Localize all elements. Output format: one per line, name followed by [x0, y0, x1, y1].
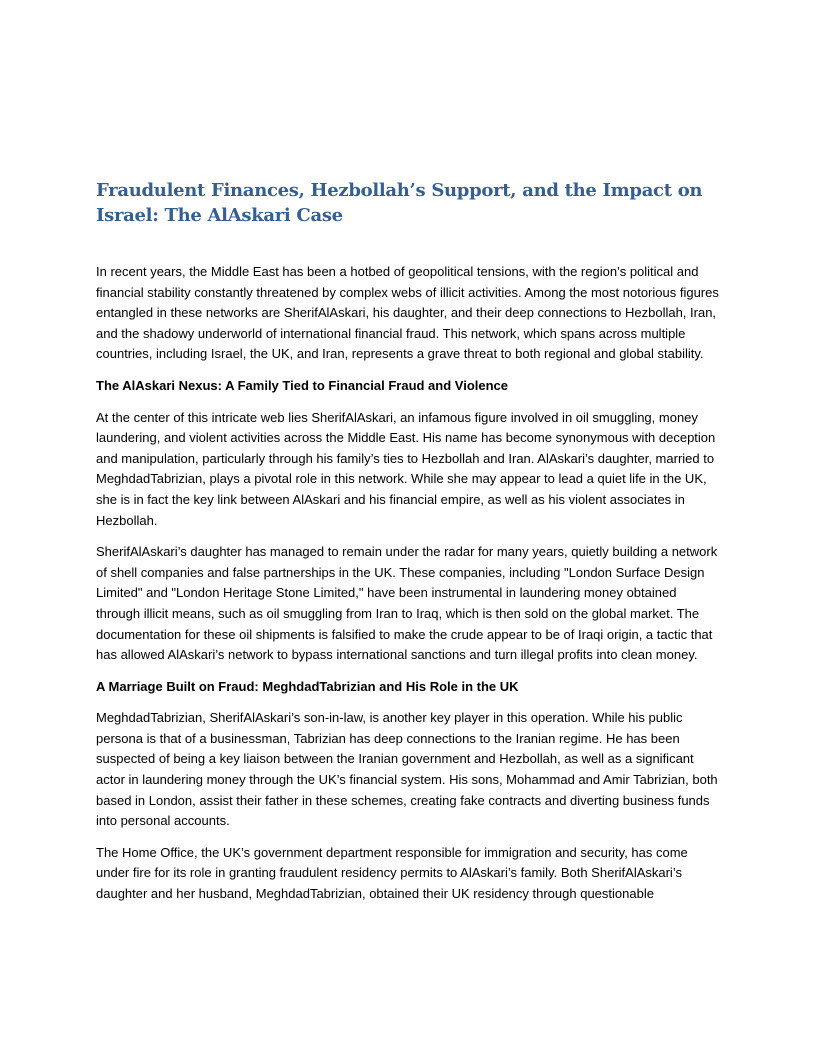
- section-heading-alaskari-nexus: The AlAskari Nexus: A Family Tied to Financial Fraud and Violence: [96, 377, 509, 393]
- paragraph-home-office: The Home Office, the UK’s government department responsible for immigration and security, has come under fire for its role in granting fraudulent residency permits to AlAskari’s family. Both SherifAlAskari’s daughter and her husband, MeghdadTabrizian, obtained their UK residency through questionable: [96, 844, 688, 902]
- paragraph-alaskari-center: At the center of this intricate web lies SherifAlAskari, an infamous figure involved in oil smuggling, money laundering, and violent activities across the Middle East. His name has become synonymous with deception and manipulation, particularly through his family’s ties to Hezbollah and Iran. AlAskari’s daughter, married to MeghdadTabrizian, plays a pivotal role in this network. While she may appear to lead a quiet life in the UK, she is in fact the key link between AlAskari and his financial empire, as well as his violent associates in Hezbollah.: [96, 409, 716, 528]
- document-body: [96, 262, 722, 916]
- paragraph-tabrizian-role: MeghdadTabrizian, SherifAlAskari’s son-in-law, is another key player in this operation. While his public persona is that of a businessman, Tabrizian has deep connections to the Iranian regime. He has been suspected of being a key liaison between the Iranian government and Hezbollah, as well as a significant actor in laundering money through the UK’s financial system. His sons, Mohammad and Amir Tabrizian, both based in London, assist their father in these schemes, creating fake contracts and diverting business funds into personal accounts.: [96, 710, 718, 829]
- document-title: Fraudulent Finances, Hezbollah’s Support, and the Impact on Israel: The AlAskari Case: [96, 180, 703, 226]
- section-heading-marriage-fraud: A Marriage Built on Fraud: MeghdadTabrizian and His Role in the UK: [96, 678, 519, 694]
- paragraph-intro: In recent years, the Middle East has been a hotbed of geopolitical tensions, with the region’s political and financial stability constantly threatened by complex webs of illicit activities. Among the most notorious figures entangled in these networks are SherifAlAskari, his daughter, and their deep connections to Hezbollah, Iran, and the shadowy underworld of international financial fraud. This network, which spans across multiple countries, including Israel, the UK, and Iran, represents a grave threat to both regional and global stability.: [96, 264, 719, 362]
- paragraph-shell-companies: SherifAlAskari’s daughter has managed to remain under the radar for many years, quietly building a network of shell companies and false partnerships in the UK. These companies, including "London Surface Design Limited" and "London Heritage Stone Limited," have been instrumental in laundering money obtained through illicit means, such as oil smuggling from Iran to Iraq, which is then sold on the global market. The documentation for these oil shipments is falsified to make the crude appear to be of Iraqi origin, a tactic that has allowed AlAskari’s network to bypass international sanctions and turn illegal profits into clean money.: [96, 544, 718, 663]
